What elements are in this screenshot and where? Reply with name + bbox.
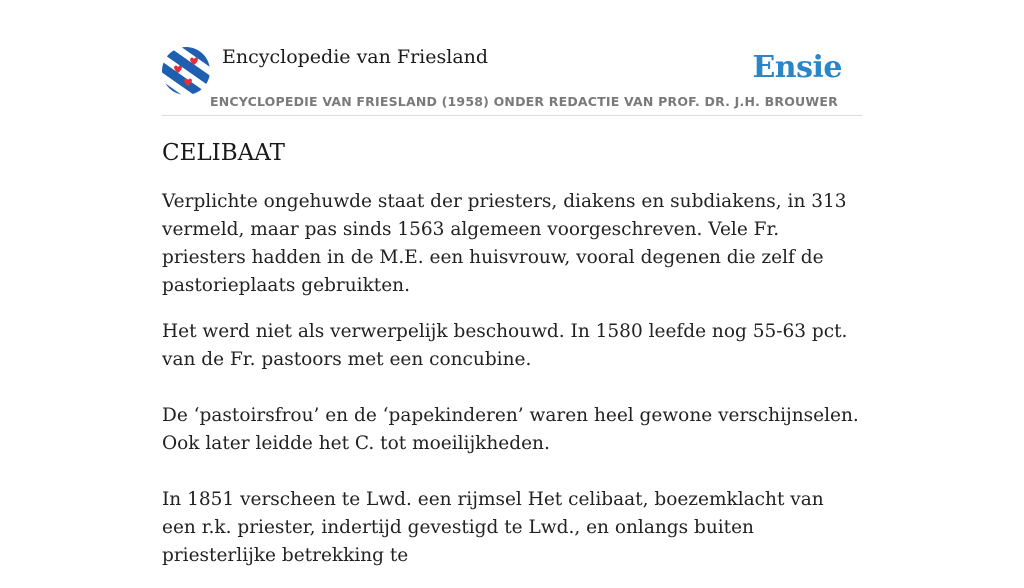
article-body [162,140,862,588]
page-title: CELIBAAT [162,140,285,166]
site-header [162,40,862,116]
page-subtitle: ENCYCLOPEDIE VAN FRIESLAND (1958) ONDER REDACTIE VAN PROF. DR. J.H. BROUWER [210,94,838,109]
article-paragraph: De ‘pastoirsfrou’ en de ‘papekinderen’ waren heel gewone verschijnselen. Ook later leidde het C. tot moeilijkheden. [162,405,859,454]
site-title[interactable]: Encyclopedie van Friesland [222,46,489,68]
brand-logo[interactable]: Ensie [752,50,842,85]
header-divider [162,115,862,116]
article-paragraph: Verplichte ongehuwde staat der priesters, diakens en subdiakens, in 313 vermeld, maar pas sinds 1563 algemeen voorgeschreven. Vele Fr. priesters hadden in de M.E. een huisvrouw, vooral degenen die zelf de pastorieplaats gebruikten. [162,191,847,296]
article-paragraph: In 1851 verscheen te Lwd. een rijmsel Het celibaat, boezemklacht van een r.k. priester, indertijd gevestigd te Lwd., en onlangs buiten priesterlijke betrekking te [162,489,824,566]
article-paragraph: Het werd niet als verwerpelijk beschouwd. In 1580 leefde nog 55-63 pct. van de Fr. pastoors met een concubine. [162,321,848,370]
frisian-flag-logo-icon[interactable] [162,47,210,95]
